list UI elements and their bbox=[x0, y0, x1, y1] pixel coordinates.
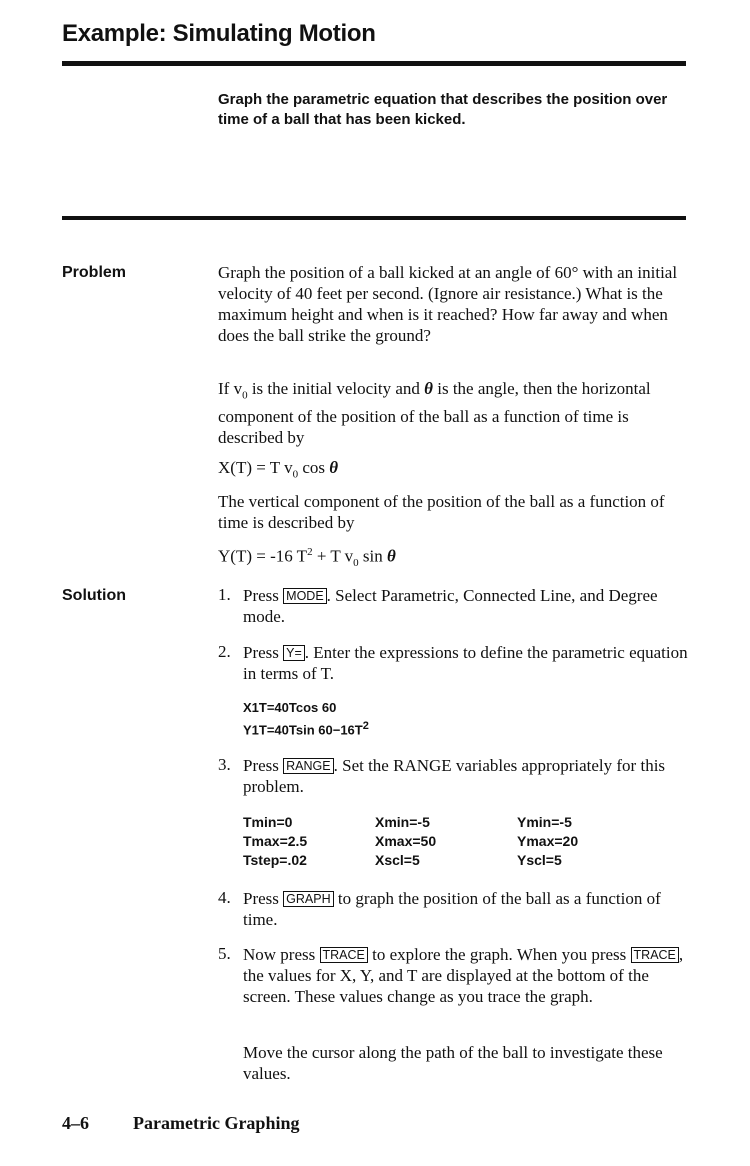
step-5-text: Now press TRACE to explore the graph. When you press TRACE , the values for X, Y, and T are displayed at the bottom of the screen. These values change as you trace the graph. bbox=[243, 945, 684, 1006]
step-3-text: Press RANGE . Set the RANGE variables appropriately for this problem. bbox=[243, 756, 666, 796]
range-ymax: Ymax=20 bbox=[517, 833, 579, 849]
trace-key-2: TRACE bbox=[631, 947, 679, 963]
range-tstep: Tstep=.02 bbox=[243, 852, 307, 868]
step-1-text: Press MODE . Select Parametric, Connected Line, and Degree mode. bbox=[243, 586, 658, 626]
range-tmin: Tmin=0 bbox=[243, 814, 293, 830]
step-4-text: Press GRAPH to graph the position of the ball as a function of time. bbox=[243, 889, 661, 929]
range-key: RANGE bbox=[283, 758, 333, 774]
step-1-number: 1. bbox=[218, 585, 231, 604]
problem-label: Problem bbox=[62, 264, 127, 281]
trace-key: TRACE bbox=[320, 947, 368, 963]
step-2-text: Press Y= . Enter the expressions to define the parametric equation in terms of T. bbox=[243, 643, 688, 683]
page-title: Example: Simulating Motion bbox=[62, 20, 376, 47]
page-number: 4–6 bbox=[62, 1113, 89, 1133]
mode-key: MODE bbox=[283, 588, 327, 604]
y-equals-key: Y= bbox=[283, 645, 305, 661]
range-yscl: Yscl=5 bbox=[517, 852, 562, 868]
step-2-number: 2. bbox=[218, 642, 231, 661]
graph-key: GRAPH bbox=[283, 891, 333, 907]
range-ymin: Ymin=-5 bbox=[517, 814, 572, 830]
range-x-column bbox=[375, 813, 436, 870]
step-5-paragraph-2: Move the cursor along the path of the ball to investigate these values. bbox=[243, 1043, 663, 1083]
equation-y: Y(T) = -16 $T^2 + T$ $v_0$ sin θ bbox=[218, 546, 396, 570]
equation-x: X(T) = T $v_0$ cos θ bbox=[218, 458, 339, 481]
range-t-column bbox=[243, 813, 307, 870]
code-line-x: X1T=40Tcos 60 bbox=[243, 700, 337, 715]
range-xmax: Xmax=50 bbox=[375, 833, 437, 849]
code-line-y: Y1T=40Tsin $60-16T^2$ bbox=[243, 720, 369, 738]
problem-paragraph-2: If $v_0$ is the initial velocity and θ is the angle, then the horizontal component of the position of the ball as a function of time is described by bbox=[218, 379, 651, 448]
solution-label: Solution bbox=[62, 587, 126, 604]
step-5-number: 5. bbox=[218, 944, 231, 963]
step-4-number: 4. bbox=[218, 888, 231, 907]
step-3-number: 3. bbox=[218, 755, 231, 774]
range-tmax: Tmax=2.5 bbox=[243, 833, 308, 849]
intro-text: Graph the parametric equation that describes the position over time of a ball that has been kicked. bbox=[218, 91, 668, 128]
footer-section-title: Parametric Graphing bbox=[133, 1113, 300, 1133]
problem-paragraph-1: Graph the position of a ball kicked at an angle of 60° with an initial velocity of 40 feet per second. (Ignore air resistance.) What is the maximum height and when is it reached? How far away and when does the ball strike the ground? bbox=[218, 263, 678, 345]
top-rule bbox=[62, 61, 686, 66]
range-xscl: Xscl=5 bbox=[375, 852, 420, 868]
section-rule bbox=[62, 216, 686, 220]
problem-paragraph-3: The vertical component of the position of the ball as a function of time is described by bbox=[218, 492, 665, 532]
range-y-column bbox=[517, 813, 578, 870]
range-xmin: Xmin=-5 bbox=[375, 814, 430, 830]
